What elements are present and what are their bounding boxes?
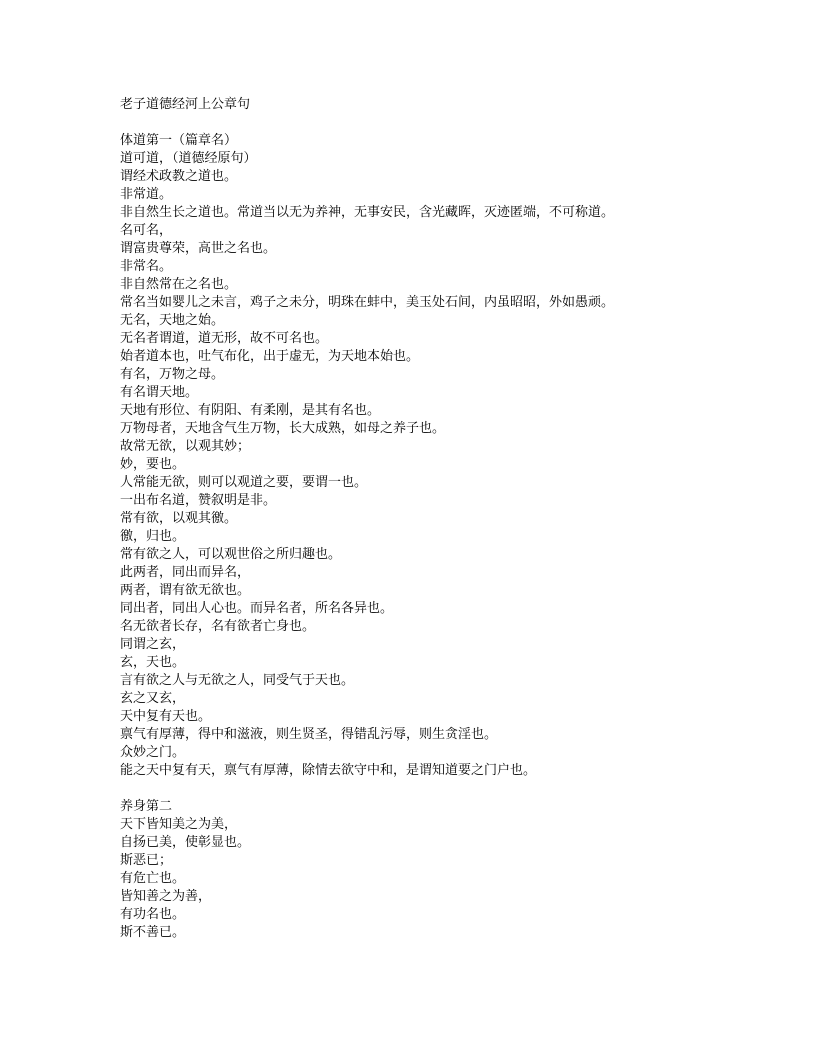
text-line: 万物母者，天地含气生万物，长大成熟，如母之养子也。 — [120, 421, 446, 436]
text-line: 谓经术政教之道也。 — [120, 169, 238, 184]
spacer — [120, 114, 720, 132]
text-line: 玄之又玄， — [120, 691, 186, 706]
text-line: 有危亡也。 — [120, 871, 186, 886]
text-line: 故常无欲，以观其妙； — [120, 439, 251, 454]
text-line: 言有欲之人与无欲之人，同受气于天也。 — [120, 673, 355, 688]
text-line: 非自然常在之名也。 — [120, 277, 238, 292]
text-line: 常有欲，以观其徼。 — [120, 511, 238, 526]
document-page — [120, 96, 720, 942]
text-line: 此两者，同出而异名， — [120, 565, 251, 580]
chapter-2 — [120, 798, 720, 942]
text-line: 有名谓天地。 — [120, 385, 199, 400]
chapter-1 — [120, 132, 720, 780]
text-line: 玄，天也。 — [120, 655, 186, 670]
text-line: 皆知善之为善， — [120, 889, 212, 904]
text-line: 非常道。 — [120, 187, 173, 202]
text-line: 同谓之玄， — [120, 637, 186, 652]
text-line: 徼，归也。 — [120, 529, 186, 544]
text-line: 两者，谓有欲无欲也。 — [120, 583, 251, 598]
text-line: 非常名。 — [120, 259, 173, 274]
text-line: 斯恶已； — [120, 853, 173, 868]
text-line: 养身第二 — [120, 799, 173, 814]
text-line: 谓富贵尊荣，高世之名也。 — [120, 241, 277, 256]
text-line: 人常能无欲，则可以观道之要，要谓一也。 — [120, 475, 368, 490]
text-line: 同出者，同出人心也。而异名者，所名各异也。 — [120, 601, 394, 616]
text-line: 名可名， — [120, 223, 173, 238]
text-line: 名无欲者长存，名有欲者亡身也。 — [120, 619, 316, 634]
text-line: 有名，万物之母。 — [120, 367, 225, 382]
spacer — [120, 780, 720, 798]
text-line: 无名，天地之始。 — [120, 313, 225, 328]
text-line: 体道第一（篇章名） — [120, 133, 238, 148]
text-line: 非自然生长之道也。常道当以无为养神，无事安民，含光藏晖，灭迹匿端，不可称道。 — [120, 205, 615, 220]
text-line: 众妙之门。 — [120, 745, 186, 760]
text-line: 斯不善已。 — [120, 925, 186, 940]
text-line: 一出布名道，赞叙明是非。 — [120, 493, 277, 508]
text-line: 天中复有天也。 — [120, 709, 212, 724]
text-line: 妙，要也。 — [120, 457, 186, 472]
text-line: 有功名也。 — [120, 907, 186, 922]
document-title: 老子道德经河上公章句 — [120, 97, 251, 112]
text-line: 常名当如婴儿之未言，鸡子之未分，明珠在蚌中，美玉处石间，内虽昭昭，外如愚顽。 — [120, 295, 615, 310]
text-line: 无名者谓道，道无形，故不可名也。 — [120, 331, 329, 346]
text-line: 能之天中复有天，禀气有厚薄，除情去欲守中和，是谓知道要之门户也。 — [120, 763, 537, 778]
text-line: 始者道本也，吐气布化，出于虚无，为天地本始也。 — [120, 349, 420, 364]
text-line: 天地有形位、有阴阳、有柔刚，是其有名也。 — [120, 403, 381, 418]
text-line: 禀气有厚薄，得中和滋液，则生贤圣，得错乱污辱，则生贪淫也。 — [120, 727, 498, 742]
text-line: 自扬已美，使彰显也。 — [120, 835, 251, 850]
text-line: 道可道，（道德经原句） — [120, 151, 257, 166]
text-line: 常有欲之人，可以观世俗之所归趣也。 — [120, 547, 342, 562]
text-line: 天下皆知美之为美， — [120, 817, 238, 832]
